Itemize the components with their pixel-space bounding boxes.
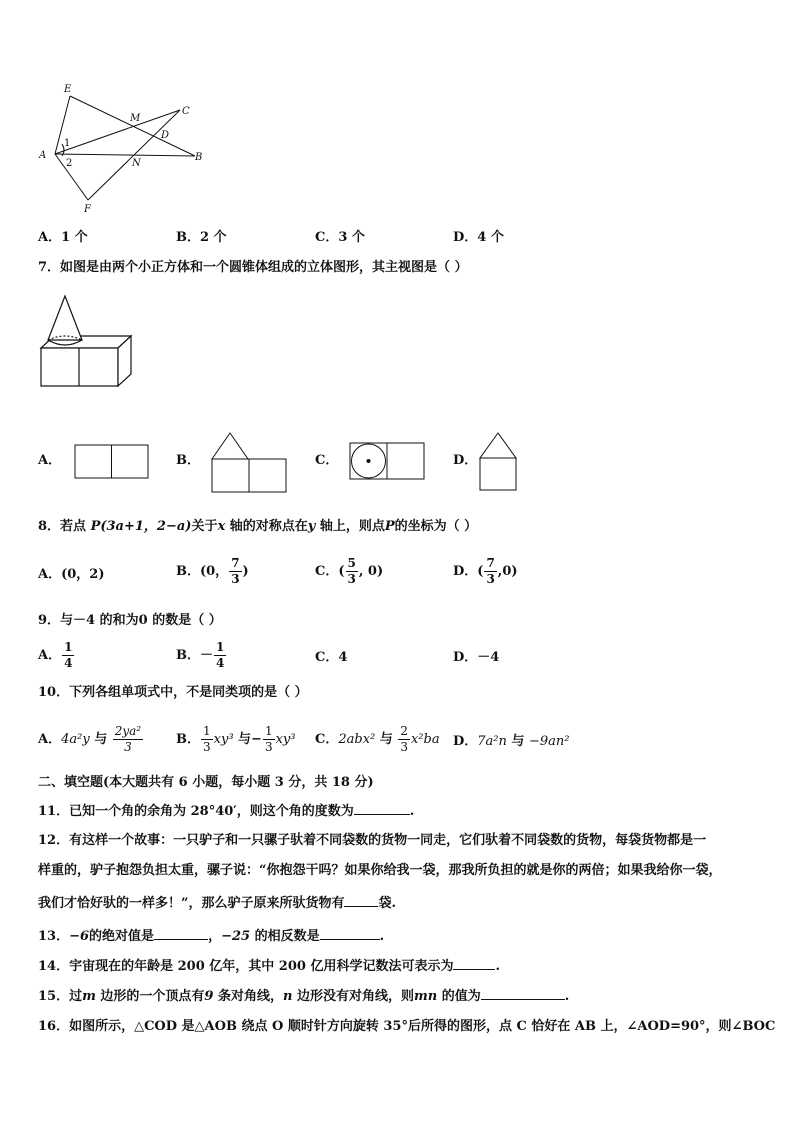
label-n: N: [132, 158, 141, 169]
q8-d-frac: [484, 556, 496, 587]
q7-option-c-label: C．: [315, 453, 339, 468]
q9-a-num: 1: [64, 640, 73, 654]
q13-post: .: [379, 929, 385, 944]
q6-option-a: A．1 个: [38, 230, 88, 245]
q9-a-den: 4: [64, 656, 73, 670]
q15-pre: 15．过: [38, 989, 83, 1004]
q12-line3: [38, 894, 396, 913]
q8-stem-num: 8．若点: [38, 519, 91, 534]
q16-stem: 16．如图所示，△COD 是△AOB 绕点 O 顺时针方向旋转 35°后所得的图形，点 C 恰好在 AB 上，∠AOD=90°，则∠BOC: [38, 1019, 776, 1034]
q9-option-d: D．－4: [453, 650, 500, 665]
q9-a-pre: A．: [38, 648, 62, 663]
q14-pre: 14．宇宙现在的年龄是 200 亿年，其中 200 亿用科学记数法可表示为: [38, 959, 454, 974]
q7-option-d-view: [477, 432, 521, 494]
q8-c-post: , 0): [358, 564, 384, 579]
q7-option-d-label: D．: [453, 453, 478, 468]
q10-d-expr2: −9an²: [528, 734, 570, 749]
q13-answer-blank-1[interactable]: [154, 927, 208, 940]
q8-option-b: [176, 556, 249, 587]
q15-post: .: [564, 989, 570, 1004]
q8-stem-p2: P: [384, 519, 395, 534]
q9-option-a: [38, 640, 75, 671]
q10-a-num: 2ya²: [114, 724, 142, 738]
label-angle-1: 1: [64, 138, 71, 149]
q10-b-expr1: xy³: [213, 732, 234, 747]
q7-solid-figure: [36, 290, 136, 390]
q12-line3-pre: 我们才恰好驮的一样多！”，那么驴子原来所驮货物有: [38, 896, 345, 911]
q10-a-with: 与: [89, 732, 112, 747]
q10-option-a: [38, 724, 144, 755]
q8-b-pre: B．(0，: [176, 564, 229, 579]
q10-b-frac2: [263, 724, 275, 755]
q11: [38, 802, 414, 821]
q9-stem: 9．与－4 的和为0 的数是（ ）: [38, 613, 222, 628]
q11-post: .: [409, 804, 415, 819]
q13-n2: −25: [221, 929, 251, 944]
q8-b-num: 7: [231, 556, 240, 570]
q8-c-pre: C．(: [315, 564, 345, 579]
q13-sep: ，: [208, 929, 222, 944]
q12-line1: 12．有这样一个故事：一只驴子和一只骡子驮着不同袋数的货物一同走，它们驮着不同袋数的货物，每袋货物都是一: [38, 833, 707, 848]
q15-mn: mn: [413, 989, 438, 1004]
q15-m: m: [82, 989, 96, 1004]
q10-a-den: 3: [124, 740, 132, 754]
q8-option-c: [315, 556, 383, 587]
q8-d-den: 3: [486, 572, 495, 586]
q8-stem-axis1: 轴的对称点在: [225, 519, 308, 534]
q10-d-with: 与: [506, 734, 529, 749]
q8-b-post: ): [242, 564, 249, 579]
q9-b-frac: [214, 640, 226, 671]
q15-answer-blank[interactable]: [481, 987, 565, 1000]
q15: [38, 987, 569, 1006]
q8-stem-coord: (3a+1，2−a): [100, 519, 192, 534]
q8-stem-y: y: [307, 519, 316, 534]
q15-mid1: 边形的一个顶点有: [95, 989, 205, 1004]
q7-stem: 7．如图是由两个小正方体和一个圆锥体组成的立体图形，其主视图是（ ）: [38, 260, 468, 275]
q10-option-d: [453, 733, 569, 751]
q10-b-num2: 1: [264, 724, 273, 738]
q10-b-frac1: [201, 724, 213, 755]
q8-stem-x: x: [217, 519, 226, 534]
q10-c-with: 与: [375, 732, 398, 747]
q8-stem-p: P: [90, 519, 101, 534]
q10-d-expr1: 7a²n: [477, 734, 507, 749]
q8-c-num: 5: [347, 556, 356, 570]
q11-answer-blank[interactable]: [354, 802, 410, 815]
label-f: F: [84, 204, 91, 215]
q7-option-b-view: [209, 432, 289, 494]
q7-option-a-view: [74, 444, 150, 482]
q10-c-den: 3: [400, 740, 408, 754]
q15-mid4: 的值为: [437, 989, 481, 1004]
q12-line2: 样重的，驴子抱怨负担太重，骡子说：“你抱怨干吗？如果你给我一袋，那我所负担的就是你的两倍；如果我给你一袋，: [38, 863, 722, 878]
q11-pre: 11．已知一个角的余角为 28°40′，则这个角的度数为: [38, 804, 354, 819]
q9-option-c: C．4: [315, 650, 348, 665]
q10-a-expr1: 4a²y: [61, 732, 90, 747]
q9-a-frac: [62, 640, 74, 671]
q13-pre: 13．: [38, 929, 70, 944]
label-a: A: [39, 150, 47, 161]
q9-b-num: 1: [216, 640, 225, 654]
q8-d-num: 7: [486, 556, 495, 570]
q15-nine: 9: [204, 989, 214, 1004]
q10-c-expr2: x²ba: [410, 732, 440, 747]
q9-b-pre: B．－: [176, 648, 213, 663]
q7-option-a-label: A．: [38, 453, 62, 468]
q10-b-pre: B．: [176, 732, 200, 747]
q14-answer-blank[interactable]: [453, 957, 495, 970]
q12-line3-post: 袋.: [378, 896, 397, 911]
q14-post: .: [495, 959, 500, 974]
section-2-title: 二、填空题(本大题共有 6 小题，每小题 3 分，共 18 分): [38, 775, 374, 790]
q7-option-c-view: [349, 442, 427, 482]
q7-option-b-label: B．: [176, 453, 200, 468]
q10-b-num1: 1: [203, 724, 211, 738]
segment-eb: [70, 96, 195, 156]
q9-option-b: [176, 640, 227, 671]
q15-mid2: 条对角线，: [213, 989, 283, 1004]
q8-option-d: [453, 556, 518, 587]
q13-n1: −6: [69, 929, 90, 944]
q10-option-b: [176, 724, 295, 755]
q10-b-den1: 3: [203, 740, 211, 754]
q10-a-frac: [113, 724, 143, 755]
q15-mid3: 边形没有对角线，则: [292, 989, 414, 1004]
q10-b-den2: 3: [264, 740, 273, 754]
q10-c-pre: C．: [315, 732, 339, 747]
q10-a-pre: A．: [38, 732, 62, 747]
q8-b-frac: [229, 556, 241, 587]
q8-option-a: A．(0，2): [38, 567, 105, 582]
q8-stem: [38, 518, 477, 536]
q13-mid1: 的绝对值是: [89, 929, 155, 944]
label-m: M: [130, 113, 141, 124]
label-e: E: [64, 84, 72, 95]
segment-ab: [55, 154, 195, 156]
q6-option-b: B．2 个: [176, 230, 227, 245]
label-d: D: [161, 130, 170, 141]
q8-c-frac: [346, 556, 358, 587]
label-c: C: [182, 106, 190, 117]
q15-n: n: [282, 989, 293, 1004]
q14: [38, 957, 500, 976]
q10-stem: 10．下列各组单项式中，不是同类项的是（ ）: [38, 685, 308, 700]
q10-d-pre: D．: [453, 734, 478, 749]
label-b: B: [195, 152, 203, 163]
q10-option-c: [315, 724, 440, 755]
q10-b-expr2: xy³: [275, 732, 296, 747]
q8-stem-axis2: 轴上，则点: [315, 519, 385, 534]
q8-d-pre: D．(: [453, 564, 484, 579]
q9-b-den: 4: [216, 656, 225, 670]
q12-answer-blank[interactable]: [344, 894, 378, 907]
q13: [38, 927, 384, 946]
q10-c-num: 2: [400, 724, 408, 738]
q6-option-d: D．4 个: [453, 230, 504, 245]
q10-b-with: 与−: [233, 732, 262, 747]
q6-geometry-figure: [30, 78, 220, 218]
q8-d-post: ,0): [497, 564, 518, 579]
q10-c-expr1: 2abx²: [338, 732, 376, 747]
q13-mid2: 的相反数是: [250, 929, 320, 944]
q10-c-frac: [398, 724, 410, 755]
q13-answer-blank-2[interactable]: [320, 927, 380, 940]
q6-option-c: C．3 个: [315, 230, 365, 245]
q8-b-den: 3: [231, 572, 240, 586]
q8-c-den: 3: [347, 572, 356, 586]
q8-stem-mid: 关于: [191, 519, 218, 534]
q8-stem-end: 的坐标为（ ）: [394, 519, 478, 534]
label-angle-2: 2: [66, 158, 73, 169]
